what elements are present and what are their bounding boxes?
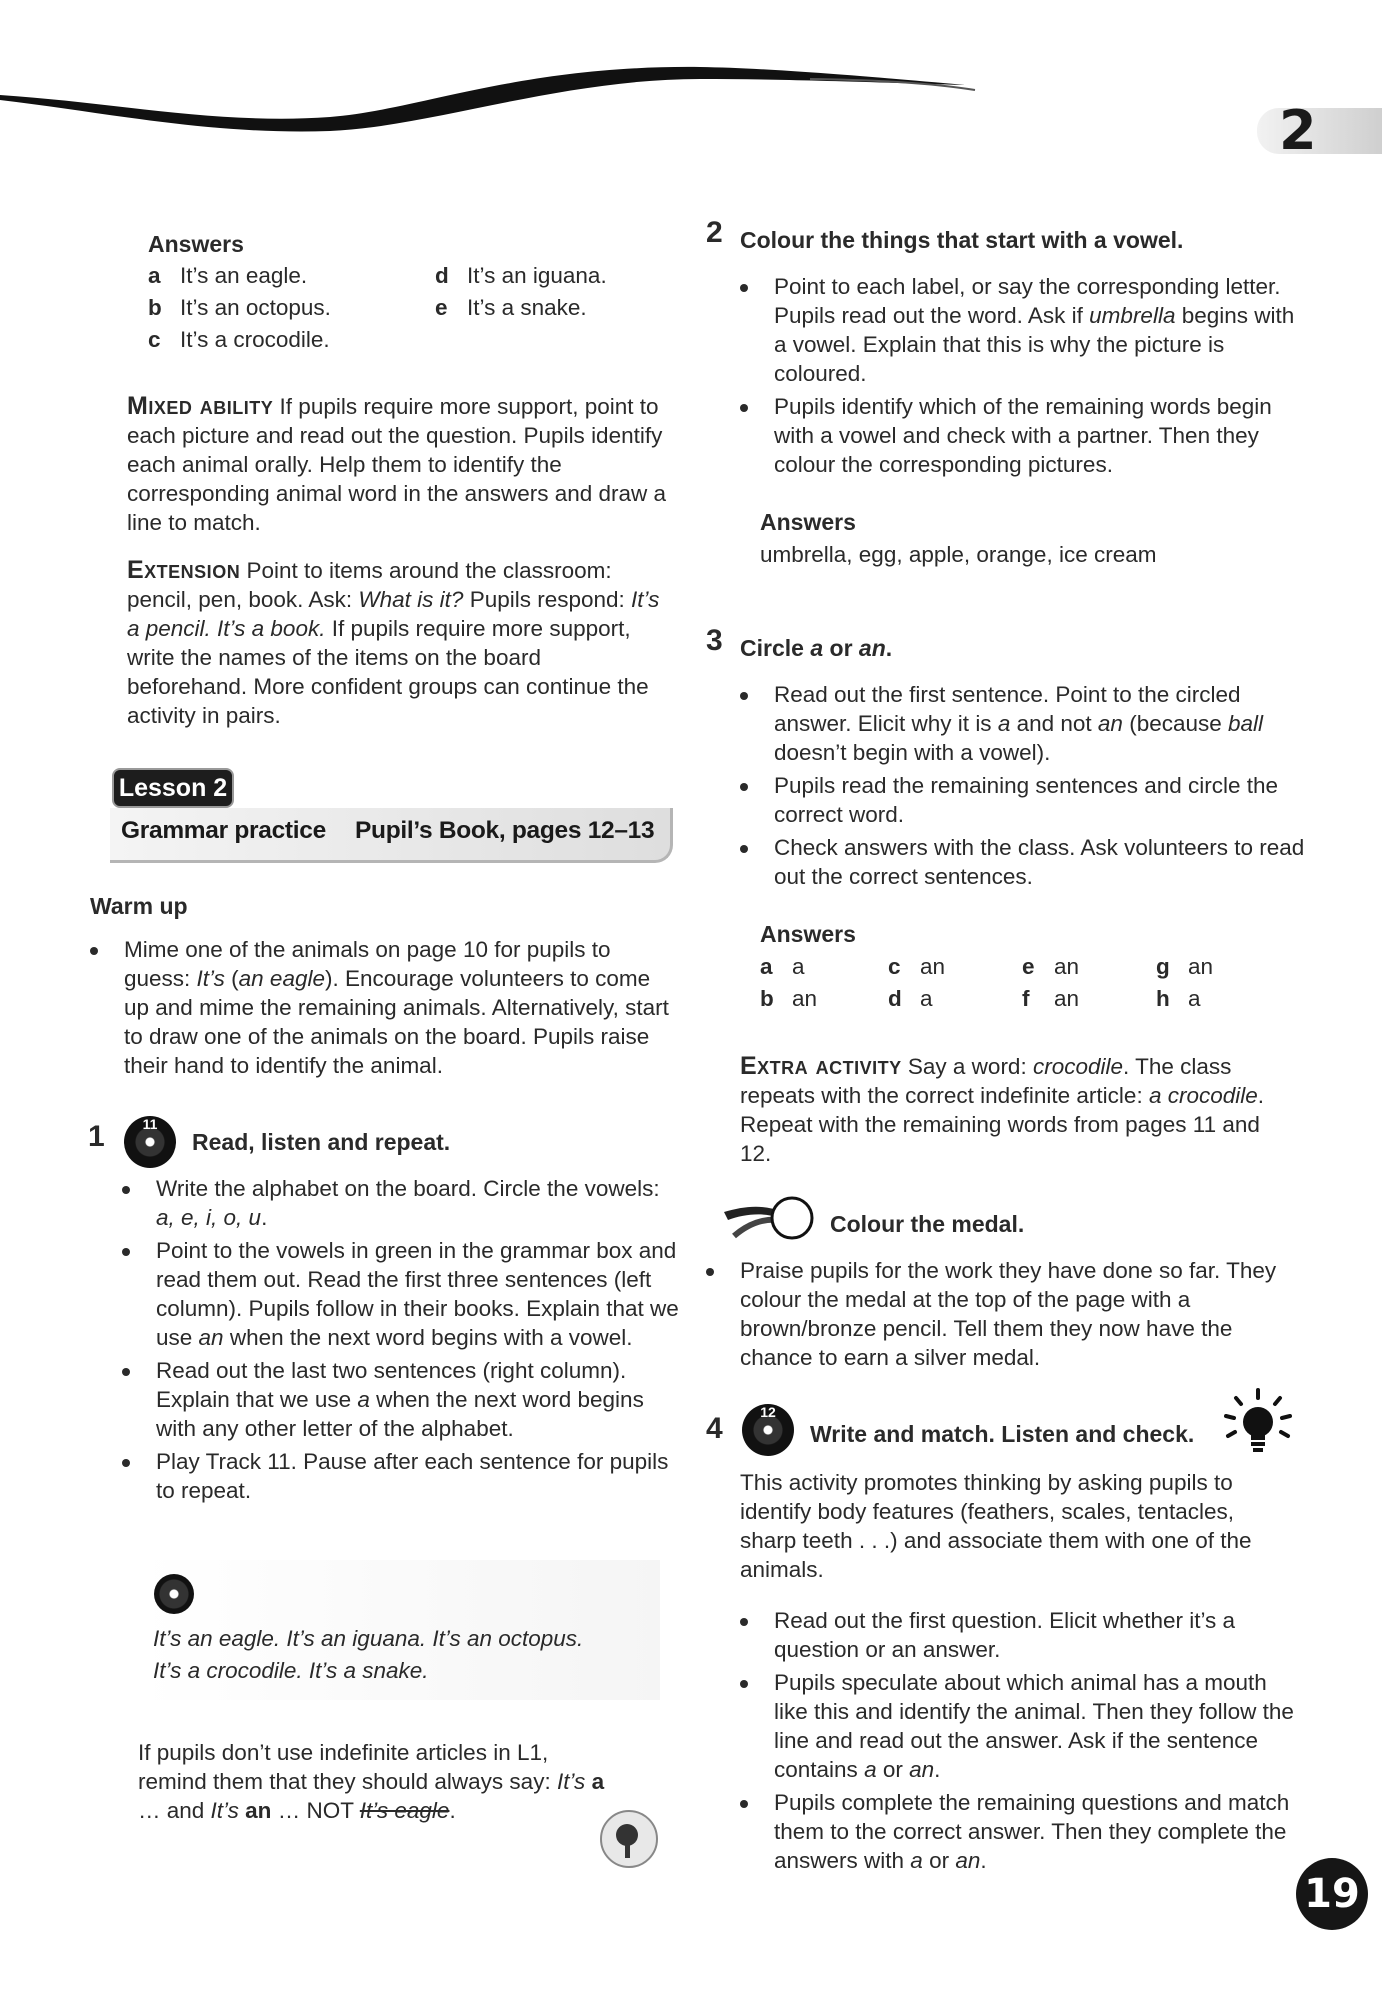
medal-bullets bbox=[706, 1256, 1296, 1376]
extra-activity-note: Extra activity Say a word: crocodile. The class repeats with the correct indefinite article: a crocodile. Repeat with the remaining words from pages 11 and 12. bbox=[740, 1052, 1265, 1166]
grammar-line-1: It’s an eagle. It’s an iguana. It’s an octopus. bbox=[153, 1626, 584, 1651]
answer-item: b It’s an octopus. bbox=[148, 295, 331, 320]
answer-item: d It’s an iguana. bbox=[435, 263, 607, 288]
warm-up-bullet: Mime one of the animals on page 10 for pupils to guess: It’s (an eagle). Encourage volunteers to come up and mime the remaining animals. Alternatively, start to draw one of the animals on the board. Pupils raise their hand to identify the animal. bbox=[90, 935, 680, 1080]
medal-title: Colour the medal. bbox=[830, 1211, 1025, 1237]
list-item: Pupils complete the remaining questions and match them to the correct answer. Then they complete the answers with a or an. bbox=[740, 1788, 1305, 1875]
answers-block-1 bbox=[148, 230, 688, 354]
lesson-header-bar bbox=[110, 808, 673, 863]
section-4-title: Write and match. Listen and check. bbox=[810, 1421, 1195, 1447]
section-4-number: 4 bbox=[706, 1412, 723, 1445]
mixed-ability-text: If pupils require more support, point to each picture and read out the question. Pupils identify each animal orally. Help them to identify the corresponding animal word in the answers and draw a line to match. bbox=[127, 394, 667, 535]
mixed-ability-note bbox=[127, 392, 667, 537]
list-item: Point to each label, or say the corresponding letter. Pupils read out the word. Ask if umbrella begins with a vowel. Explain that this is why the picture is coloured. bbox=[740, 272, 1300, 388]
section-1-bullets bbox=[122, 1174, 682, 1509]
unit-number-tab bbox=[1257, 99, 1382, 162]
page-number: 19 bbox=[1296, 1858, 1368, 1930]
extra-activity-label: Extra activity bbox=[740, 1052, 902, 1080]
answer-item: a It’s an eagle. bbox=[148, 263, 308, 288]
section-4-intro: This activity promotes thinking by asking pupils to identify body features (feathers, scales, tentacles, sharp teeth . . .) and associate them with one of the animals. bbox=[740, 1470, 1252, 1582]
section-2-answers: umbrella, egg, apple, orange, ice cream bbox=[760, 542, 1157, 567]
list-item: Pupils read the remaining sentences and circle the correct word. bbox=[740, 771, 1310, 829]
audio-track-icon: 11 bbox=[124, 1116, 176, 1168]
list-item: Praise pupils for the work they have done so far. They colour the medal at the top of the page with a brown/bronze pencil. Tell them they now have the chance to earn a silver medal. bbox=[706, 1256, 1296, 1372]
answer-item: e It’s a snake. bbox=[435, 295, 587, 320]
list-item: Pupils identify which of the remaining words begin with a vowel and check with a partner. Then they colour the corresponding pictures. bbox=[740, 392, 1300, 479]
lightbulb-icon bbox=[1222, 1388, 1294, 1460]
lesson-title: Grammar practice bbox=[121, 817, 326, 844]
section-3-answers: a a c an e an g an b an d a f an h a bbox=[760, 954, 1214, 1011]
answers-title: Answers bbox=[148, 231, 244, 257]
section-2-title: Colour the things that start with a vowel. bbox=[740, 227, 1184, 253]
grammar-line-2: It’s a crocodile. It’s a snake. bbox=[153, 1658, 429, 1683]
answer-item: c It’s a crocodile. bbox=[148, 327, 330, 352]
list-item: Play Track 11. Pause after each sentence for pupils to repeat. bbox=[122, 1447, 682, 1505]
list-item: Read out the last two sentences (right column). Explain that we use a when the next word begins with any other letter of the alphabet. bbox=[122, 1356, 682, 1443]
list-item: Check answers with the class. Ask volunteers to read out the correct sentences. bbox=[740, 833, 1310, 891]
lesson-badge: Lesson 2 bbox=[112, 768, 234, 808]
list-item: Write the alphabet on the board. Circle the vowels: a, e, i, o, u. bbox=[122, 1174, 682, 1232]
section-3-bullets bbox=[740, 680, 1310, 895]
warm-up-title: Warm up bbox=[90, 893, 188, 919]
grammar-cd-icon bbox=[154, 1574, 194, 1614]
section-1-number: 1 bbox=[88, 1120, 105, 1153]
lesson-pages: Pupil’s Book, pages 12–13 bbox=[355, 817, 655, 844]
magnifier-icon bbox=[598, 1808, 660, 1870]
section-3-title: Circle a or an. bbox=[740, 635, 893, 661]
unit-number: 2 bbox=[1279, 99, 1317, 162]
section-3-number: 3 bbox=[706, 624, 723, 657]
extension-note: Extension Point to items around the classroom: pencil, pen, book. Ask: What is it? Pupils respond: It’s a pencil. It’s a book. If pupils require more support, write the names of the items on the board beforehand. More confident groups can continue the activity in pairs. bbox=[127, 556, 660, 728]
list-item: Pupils speculate about which animal has a mouth like this and identify the animal. Then they follow the line and read out the answer. Ask if the sentence contains a or an. bbox=[740, 1668, 1305, 1784]
extension-label: Extension bbox=[127, 556, 241, 584]
l1-note: If pupils don’t use indefinite articles in L1, remind them that they should always say: It’s a … and It’s an … NOT It’s eagle. bbox=[138, 1740, 605, 1823]
section-1-title: Read, listen and repeat. bbox=[192, 1129, 451, 1155]
medal-icon bbox=[724, 1190, 816, 1248]
section-2-answers-title: Answers bbox=[760, 509, 856, 535]
audio-track-icon: 12 bbox=[742, 1404, 794, 1456]
list-item: Read out the first question. Elicit whether it’s a question or an answer. bbox=[740, 1606, 1305, 1664]
section-4-bullets bbox=[740, 1606, 1305, 1879]
header-swoosh bbox=[0, 55, 980, 135]
list-item: Point to the vowels in green in the grammar box and read them out. Read the first three sentences (left column). Pupils follow in their books. Explain that we use an when the next word begins with a vowel. bbox=[122, 1236, 682, 1352]
mixed-ability-label: Mixed ability bbox=[127, 392, 274, 420]
list-item: Read out the first sentence. Point to the circled answer. Elicit why it is a and not an (because ball doesn’t begin with a vowel). bbox=[740, 680, 1310, 767]
section-2-number: 2 bbox=[706, 216, 723, 249]
section-3-answers-title: Answers bbox=[760, 921, 856, 947]
section-2-bullets bbox=[740, 272, 1300, 483]
warm-up bbox=[90, 892, 680, 1084]
grammar-box bbox=[140, 1560, 660, 1700]
